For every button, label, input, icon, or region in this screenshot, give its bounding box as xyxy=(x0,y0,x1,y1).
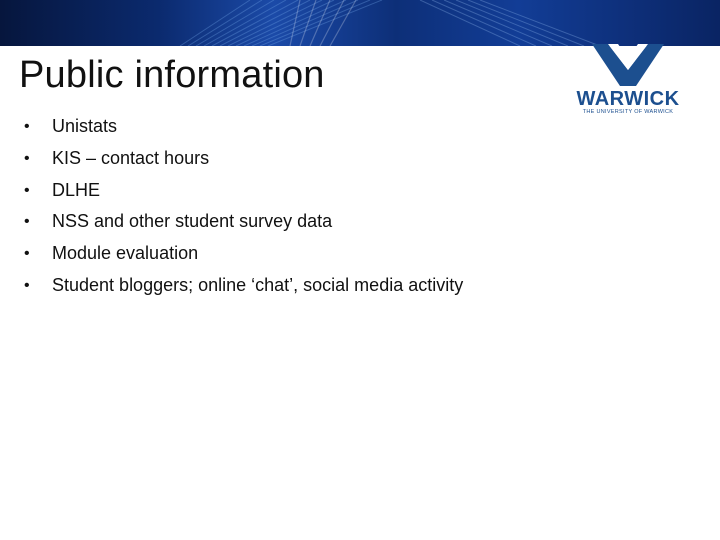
header-banner xyxy=(0,0,720,46)
list-item xyxy=(24,270,463,302)
banner-texture xyxy=(0,0,720,46)
list-item xyxy=(24,175,463,207)
slide-title: Public information xyxy=(19,54,325,96)
list-item xyxy=(24,238,463,270)
list-item-text: Student bloggers; online ‘chat’, social media activity xyxy=(52,274,464,295)
logo-subtitle: THE UNIVERSITY OF WARWICK xyxy=(582,109,674,115)
bullet-list xyxy=(24,111,463,302)
list-item-text: KIS – contact hours xyxy=(52,147,210,168)
bullet-dot: • xyxy=(24,213,30,231)
bullet-dot: • xyxy=(24,149,30,167)
bullet-dot: • xyxy=(24,181,30,199)
list-item xyxy=(24,206,463,238)
bullet-dot: • xyxy=(24,118,30,135)
list-item-text: Unistats xyxy=(52,116,118,136)
list-item-text: DLHE xyxy=(52,179,101,200)
list-item xyxy=(24,143,463,175)
list-item xyxy=(24,111,463,143)
bullet-dot: • xyxy=(24,245,30,263)
warwick-w-icon xyxy=(572,42,684,88)
list-item-text: NSS and other student survey data xyxy=(52,211,333,232)
list-item-text: Module evaluation xyxy=(52,243,199,264)
logo-wordmark: WARWICK xyxy=(576,88,680,110)
bullet-dot: • xyxy=(24,276,30,294)
warwick-logo xyxy=(572,42,684,118)
